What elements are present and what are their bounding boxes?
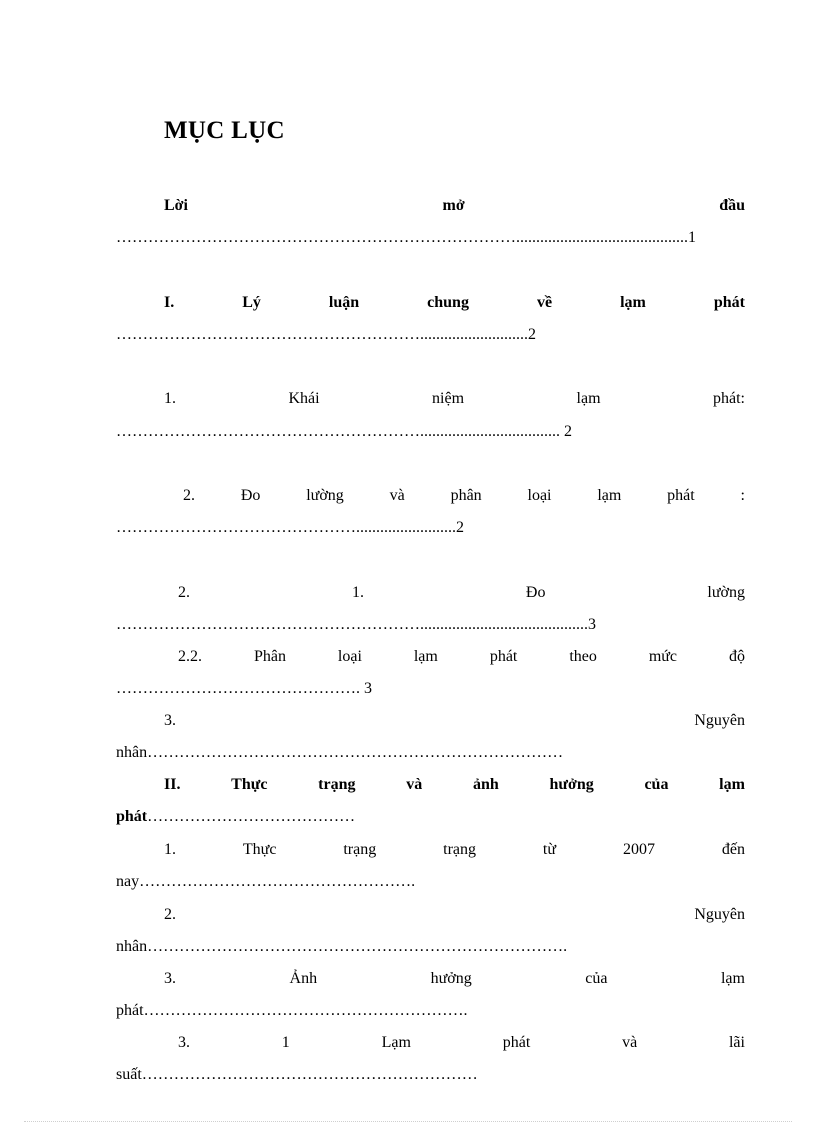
toc-word: Phân	[253, 648, 286, 665]
toc-word: 2.2.	[178, 648, 202, 665]
toc-word: mở	[442, 197, 465, 214]
toc-word: Nguyên	[694, 906, 745, 923]
toc-word: hưởng	[549, 776, 594, 793]
toc-word: phát	[116, 808, 148, 825]
toc-word: luận	[328, 294, 360, 311]
toc-entry-1-2	[183, 486, 745, 506]
toc-word: loại	[337, 648, 362, 665]
toc-word: phân	[450, 487, 482, 504]
toc-word: về	[536, 294, 553, 311]
toc-word: độ	[728, 648, 745, 665]
toc-word: lường	[306, 487, 344, 504]
toc-word: của	[585, 970, 608, 987]
toc-word: 3.	[164, 970, 176, 987]
toc-word: niệm	[432, 390, 465, 407]
toc-leader: phát…………………………………………………….	[116, 1002, 468, 1019]
toc-word: lạm	[719, 776, 745, 793]
toc-word: và	[389, 487, 405, 504]
toc-entry-2-3-1	[178, 1033, 745, 1053]
toc-word: :	[740, 487, 745, 504]
toc-word: Đo	[525, 584, 546, 601]
toc-word: phát	[713, 294, 745, 311]
toc-word: I.	[164, 294, 175, 311]
toc-word: Thực	[242, 841, 277, 858]
toc-entry-2-1	[164, 840, 745, 860]
toc-word: lạm	[576, 390, 601, 407]
toc-word: Lý	[242, 294, 261, 311]
toc-word: Đo	[240, 487, 261, 504]
toc-word: lạm	[413, 648, 438, 665]
toc-entry-section-1	[164, 293, 745, 313]
toc-word: trạng	[318, 776, 356, 793]
toc-entry-section-2	[164, 775, 745, 795]
toc-leader: nhân…………………………………………………………………….	[116, 938, 568, 955]
toc-word: 2.	[164, 906, 176, 923]
toc-word: Ảnh	[289, 970, 318, 987]
toc-word: Khái	[288, 390, 320, 407]
toc-leader: …………………………………………………...........................2	[116, 326, 536, 343]
toc-word: 1.	[164, 841, 176, 858]
toc-word: và	[406, 776, 423, 793]
toc-word: 2007	[622, 841, 655, 858]
toc-leader: suất………………………………………………………	[116, 1066, 478, 1083]
toc-word: 2.	[178, 584, 190, 601]
toc-leader: …………………………………	[147, 808, 356, 825]
toc-word: Lạm	[381, 1034, 411, 1051]
toc-word: lạm	[720, 970, 745, 987]
toc-leader: …………………………………………………………………...........................................1	[116, 229, 696, 246]
toc-word: Lời	[164, 197, 188, 214]
toc-word: lạm	[620, 294, 646, 311]
toc-leader: …………………………………………………................................... 2	[116, 423, 572, 440]
toc-word: 1.	[351, 584, 364, 601]
toc-word: phát	[667, 487, 695, 504]
toc-word: Nguyên	[694, 712, 745, 729]
toc-word: chung	[427, 294, 469, 311]
toc-entry-2-3	[164, 969, 745, 989]
toc-word: lường	[707, 584, 745, 601]
toc-word: phát	[502, 1034, 531, 1051]
toc-word: 2.	[183, 487, 195, 504]
toc-word: 1	[281, 1034, 290, 1051]
toc-leader: nay…………………………………………….	[116, 873, 416, 890]
toc-leader-row	[116, 807, 355, 827]
toc-word: và	[622, 1034, 638, 1051]
toc-leader: nhân……………………………………………………………………	[116, 744, 564, 761]
toc-word: theo	[569, 648, 597, 665]
toc-word: trạng	[443, 841, 477, 858]
toc-entry-1-2-1	[178, 583, 745, 603]
toc-entry-1-1	[164, 389, 745, 409]
page-title: MỤC LỤC	[164, 117, 285, 144]
toc-leader: ………………………………………. 3	[116, 680, 372, 697]
toc-entry-intro	[164, 196, 745, 216]
toc-entry-2-2	[164, 905, 745, 925]
toc-word: từ	[542, 841, 557, 858]
toc-word: lãi	[728, 1034, 745, 1051]
toc-entry-1-3	[164, 711, 745, 731]
toc-word: hưởng	[430, 970, 472, 987]
toc-word: II.	[164, 776, 181, 793]
toc-word: mức	[648, 648, 678, 665]
page-bottom-divider	[24, 1121, 792, 1122]
toc-leader: …………………………………………………..........................................3	[116, 616, 596, 633]
toc-word: đến	[721, 841, 745, 858]
toc-word: Thực	[231, 776, 268, 793]
toc-word: phát	[489, 648, 518, 665]
toc-word: loại	[527, 487, 552, 504]
toc-word: 3.	[164, 712, 176, 729]
toc-word: đầu	[719, 197, 745, 214]
toc-word: của	[644, 776, 669, 793]
toc-word: phát:	[712, 390, 745, 407]
toc-word: ảnh	[472, 776, 499, 793]
toc-entry-1-2-2	[178, 647, 745, 667]
toc-word: trạng	[343, 841, 377, 858]
toc-word: 1.	[164, 390, 176, 407]
toc-word: 3.	[178, 1034, 190, 1051]
toc-word: lạm	[597, 487, 622, 504]
toc-leader: ……………………………………….........................2	[116, 519, 464, 536]
